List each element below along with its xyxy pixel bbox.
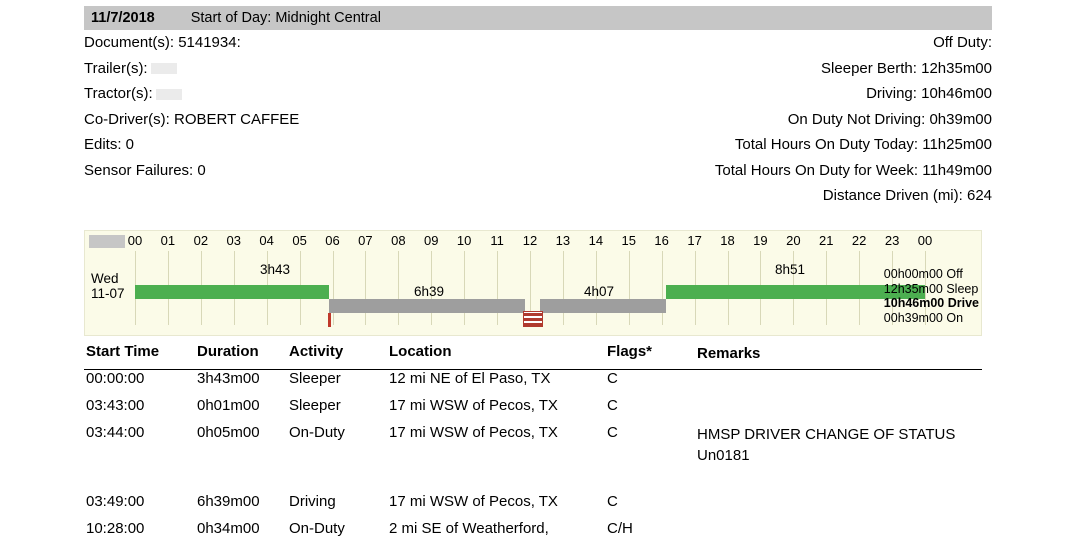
log-date: 11/7/2018 [91,10,155,26]
cell-start-time: 03:49:00 [86,493,145,510]
grid-line [398,251,399,325]
hour-label: 06 [325,233,340,248]
info-row [84,60,992,86]
cell-activity: On-Duty [289,520,345,537]
grid-line [662,251,663,325]
grid-line [629,251,630,325]
info-row [84,187,992,213]
info-row [84,85,992,111]
on-duty-block [523,311,543,327]
cell-location: 17 mi WSW of Pecos, TX [389,424,558,441]
remark-line: HMSP DRIVER CHANGE OF STATUS [697,426,956,443]
cell-activity: On-Duty [289,424,345,441]
documents-label: Document(s): 5141934: [84,34,241,51]
tractors-label: Tractor(s): [84,85,182,102]
status-bar-sleeper-1 [135,285,329,299]
cell-flags: C [607,370,618,387]
on-duty-tick [328,313,331,327]
driving-label: Driving: 10h46m00 [866,85,992,102]
table-row[interactable] [84,424,982,493]
edits-label: Edits: 0 [84,136,135,153]
grid-line [497,251,498,325]
start-of-day-label: Start of Day: Midnight Central [190,10,381,26]
hour-label: 12 [522,233,538,248]
summary-info [84,34,992,213]
hour-label: 21 [819,233,834,248]
hour-label: 00 [127,233,143,248]
cell-duration: 6h39m00 [197,493,260,510]
on-duty-not-driving-label: On Duty Not Driving: 0h39m00 [787,110,992,128]
cell-flags: C [607,424,618,441]
hour-label: 20 [786,233,801,248]
cell-duration: 0h34m00 [197,520,260,537]
grid-line [365,251,366,325]
hour-label: 14 [588,233,604,248]
header-remarks: Remarks [697,345,761,362]
bar-duration-label: 8h51 [774,262,806,277]
cell-duration: 3h43m00 [197,370,260,387]
bar-duration-label: 4h07 [583,284,615,299]
redacted-block [151,63,177,74]
cell-activity: Sleeper [289,397,341,414]
graph-day-label: Wed 11-07 [91,271,125,301]
status-bar-driving-2 [540,299,666,313]
cell-duration: 0h01m00 [197,397,260,414]
hour-label: 17 [687,233,702,248]
cell-flags: C/H [607,520,633,537]
info-row [84,111,992,137]
cell-duration: 0h05m00 [197,424,260,441]
hour-label: 03 [226,233,241,248]
graph-total-line: 00h39m00 On [883,310,964,325]
redacted-block [156,89,182,100]
cell-location: 17 mi WSW of Pecos, TX [389,397,558,414]
hour-label: 10 [456,233,472,248]
cell-remarks [697,424,955,466]
hour-label: 11 [490,233,504,248]
table-row[interactable] [84,493,982,520]
table-header-row [84,343,982,370]
table-body [84,370,982,547]
graph-total-line: 12h35m00 Sleep [883,281,979,296]
cell-flags: C [607,493,618,510]
status-bar-driving-1 [329,299,525,313]
header-flags: Flags* [607,343,653,360]
hour-label: 16 [654,233,669,248]
grid-line [563,251,564,325]
hour-label: 07 [358,233,373,248]
cell-activity: Driving [289,493,336,510]
hour-label: 08 [391,233,406,248]
bar-duration-label: 3h43 [259,262,291,277]
graph-total-line: 00h00m00 Off [883,267,963,281]
hour-label: 05 [292,233,307,248]
trailers-label: Trailer(s): [84,60,177,77]
graph-total-line: 10h46m00 Drive [883,296,979,310]
day-header-bar [84,6,992,30]
co-drivers-label: Co-Driver(s): ROBERT CAFFEE [84,110,300,128]
hour-label: 02 [193,233,209,248]
cell-start-time: 00:00:00 [86,370,145,387]
header-duration: Duration [197,343,259,360]
cell-start-time: 10:28:00 [86,520,145,537]
grid-line [333,251,334,325]
hour-label: 04 [259,233,274,248]
table-row[interactable] [84,520,982,547]
sensor-failures-label: Sensor Failures: 0 [84,161,206,179]
hour-axis [85,231,981,251]
hour-label: 09 [424,233,439,248]
hour-label: 00 [917,233,933,248]
cell-location: 2 mi SE of Weatherford, [389,520,549,537]
hour-label: 13 [555,233,571,248]
sleeper-berth-label: Sleeper Berth: 12h35m00 [821,59,992,77]
remark-line: Un0181 [697,447,750,464]
cell-start-time: 03:43:00 [86,397,145,414]
hour-label: 18 [720,233,735,248]
cell-location: 12 mi NE of El Paso, TX [389,370,551,387]
cell-flags: C [607,397,618,414]
info-row [84,34,992,60]
grid-line [464,251,465,325]
hour-label: 01 [160,233,176,248]
off-duty-label: Off Duty: [933,34,992,51]
duty-status-graph [84,230,982,336]
bar-duration-label: 6h39 [413,284,445,299]
header-location: Location [389,343,452,360]
header-start-time: Start Time [86,343,160,360]
graph-totals [884,267,979,325]
cell-activity: Sleeper [289,370,341,387]
hour-label: 15 [621,233,636,248]
total-hours-today-label: Total Hours On Duty Today: 11h25m00 [734,136,992,153]
header-activity: Activity [289,343,344,360]
cell-start-time: 03:44:00 [86,424,145,441]
table-row[interactable] [84,370,982,397]
cell-location: 17 mi WSW of Pecos, TX [389,493,558,510]
info-row [84,162,992,188]
total-hours-week-label: Total Hours On Duty for Week: 11h49m00 [714,161,992,179]
table-row[interactable] [84,397,982,424]
hour-label: 23 [884,233,900,248]
activity-table [84,343,982,547]
distance-driven-label: Distance Driven (mi): 624 [822,187,992,204]
hour-label: 22 [851,233,867,248]
info-row [84,136,992,162]
hour-label: 19 [753,233,768,248]
